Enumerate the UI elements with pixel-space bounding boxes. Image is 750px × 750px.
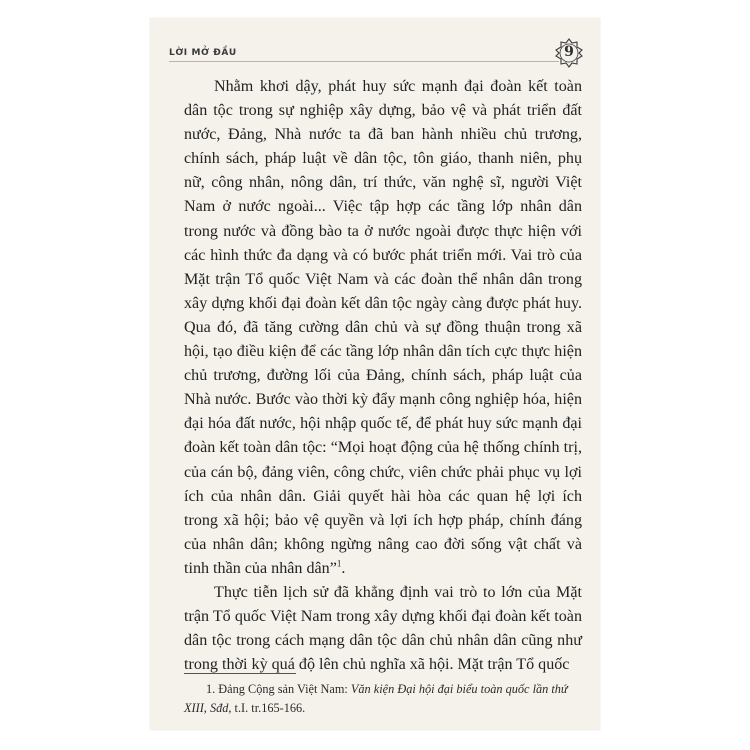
footnote-prefix: 1. Đảng Cộng sản Việt Nam:: [206, 682, 351, 696]
page-number: 9: [564, 44, 574, 60]
footnote-suffix: , t.I. tr.165-166.: [228, 700, 306, 715]
footnote-source: Sđd: [209, 700, 229, 715]
footnote: [184, 680, 582, 718]
footnote-title: Văn kiện Đại hội đại biểu toàn quốc lần thứ XIII: [184, 682, 568, 715]
running-head-section-title: LỜI MỞ ĐẦU: [169, 48, 237, 58]
paragraph: [184, 581, 582, 677]
footnote-rule: [184, 673, 296, 674]
book-page: [150, 18, 600, 730]
paragraph-text: Nhằm khơi dậy, phát huy sức mạnh đại đoàn kết toàn dân tộc trong sự nghiệp xây dựng, bảo vệ và phát triển đất nước, Đảng, Nhà nước ta đã ban hành nhiều chủ trương, chính sách, pháp luật về dân tộc, tôn giáo, thanh niên, phụ nữ, công nhân, nông dân, trí thức, văn nghệ sĩ, người Việt Nam ở nước ngoài... Việc tập hợp các tầng lớp nhân dân trong nước và đồng bào ta ở nước ngoài được thực hiện với các hình thức đa dạng và có bước phát triển mới. Vai trò của Mặt trận Tổ quốc Việt Nam và các đoàn thể nhân dân trong xây dựng khối đại đoàn kết dân tộc ngày càng được phát huy. Qua đó, đã tăng cường dân chủ và sự đồng thuận trong xã hội, tạo điều kiện để các tầng lớp nhân dân tích cực thực hiện chủ trương, đường lối của Đảng, chính sách, pháp luật của Nhà nước. Bước vào thời kỳ đẩy mạnh công nghiệp hóa, hiện đại hóa đất nước, hội nhập quốc tế, để phát huy sức mạnh đại đoàn kết toàn dân tộc: “Mọi hoạt động của hệ thống chính trị, của cán bộ, đảng viên, công chức, viên chức phải phục vụ lợi ích của nhân dân. Giải quyết hài hòa các quan hệ lợi ích trong xã hội; bảo vệ quyền và lợi ích hợp pháp, chính đáng của nhân dân; không ngừng nâng cao đời sống vật chất và tinh thần của nhân dân”: [184, 78, 582, 577]
page-number-badge: [554, 38, 584, 68]
paragraph-text: Thực tiễn lịch sử đã khẳng định vai trò to lớn của Mặt trận Tổ quốc Việt Nam trong xây dựng khối đại đoàn kết toàn dân tộc trong cách mạng dân tộc dân chủ nhân dân cũng như trong thời kỳ quá độ lên chủ nghĩa xã hội. Mặt trận Tổ quốc: [184, 583, 582, 674]
body-text: [184, 75, 582, 677]
paragraph: Nhằm khơi dậy, phát huy sức mạnh đại đoàn kết toàn dân tộc trong sự nghiệp xây dựng, bảo vệ và phát triển đất nước, Đảng, Nhà nước ta đã ban hành nhiều chủ trương, chính sách, pháp luật về dân tộc, tôn giáo, thanh niên, phụ nữ, công nhân, nông dân, trí thức, văn nghệ sĩ, người Việt Nam ở nước ngoài... Việc tập hợp các tầng lớp nhân dân trong nước và đồng bào ta ở nước ngoài được thực hiện với các hình thức đa dạng và có bước phát triển mới. Vai trò của Mặt trận Tổ quốc Việt Nam và các đoàn thể nhân dân trong xây dựng khối đại đoàn kết dân tộc ngày càng được phát huy. Qua đó, đã tăng cường dân chủ và sự đồng thuận trong xã hội, tạo điều kiện để các tầng lớp nhân dân tích cực thực hiện chủ trương, đường lối của Đảng, chính sách, pháp luật của Nhà nước. Bước vào thời kỳ đẩy mạnh công nghiệp hóa, hiện đại hóa đất nước, hội nhập quốc tế, để phát huy sức mạnh đại đoàn kết toàn dân tộc: “Mọi hoạt động của hệ thống chính trị, của cán bộ, đảng viên, công chức, viên chức phải phục vụ lợi ích của nhân dân. Giải quyết hài hòa các quan hệ lợi ích trong xã hội; bảo vệ quyền và lợi ích hợp pháp, chính đáng của nhân dân; không ngừng nâng cao đời sống vật chất và tinh thần của nhân dân”$^1$.: [184, 78, 582, 577]
header-rule: [169, 61, 559, 62]
footnote-separator: ,: [203, 700, 210, 715]
footnote-reference[interactable]: 1: [336, 558, 342, 569]
